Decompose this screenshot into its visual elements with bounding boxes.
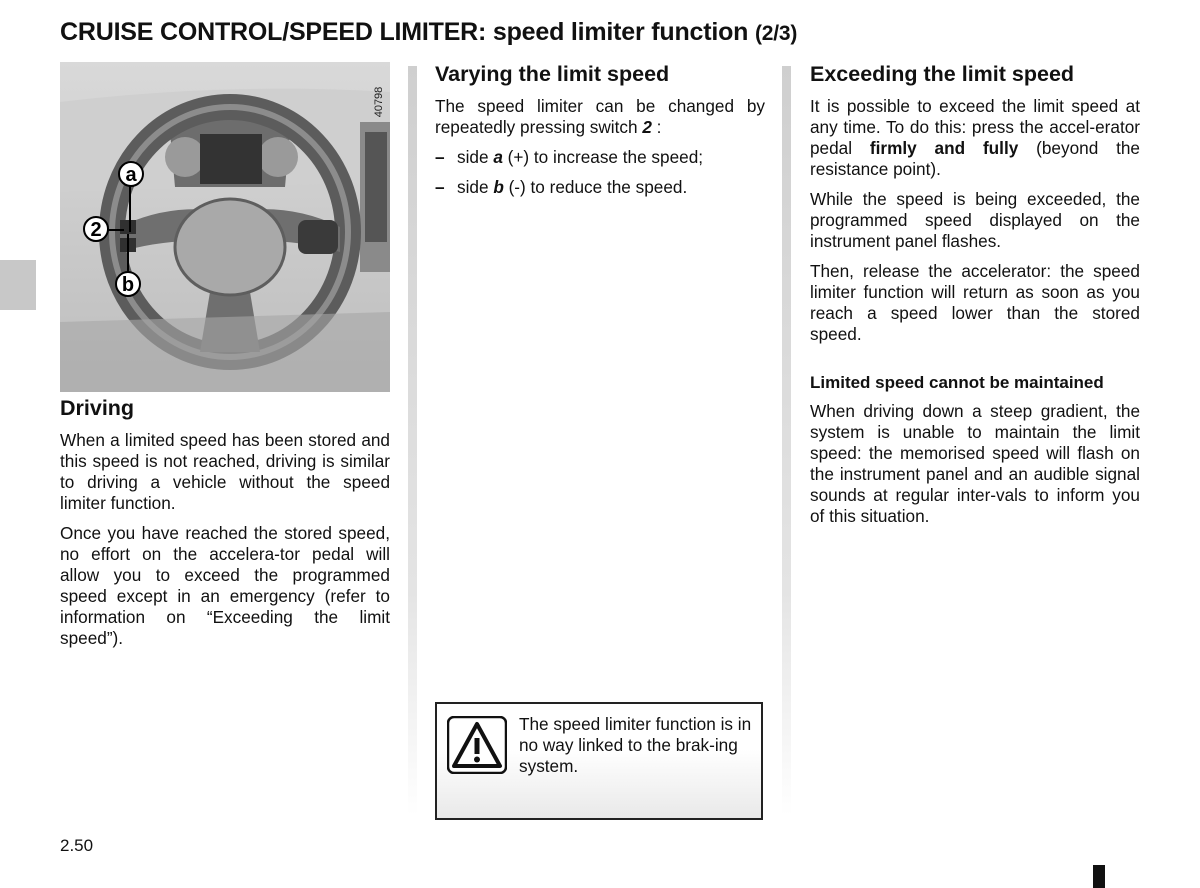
- page-part-indicator: (2/3): [755, 22, 798, 45]
- section-heading-exceeding: Exceeding the limit speed: [810, 62, 1075, 86]
- list-text-pre: side: [457, 146, 494, 167]
- column-divider-right: [782, 66, 791, 816]
- list-key: b: [493, 176, 504, 197]
- section-heading-varying: Varying the limit speed: [435, 62, 670, 86]
- page-corner-mark: [1093, 865, 1105, 888]
- page-number: 2.50: [60, 836, 94, 855]
- callout-a: a: [125, 164, 137, 186]
- steering-wheel-illustration: [60, 62, 390, 392]
- section-tab: [0, 260, 36, 310]
- exceeding-paragraph-2: While the speed is being exceeded, the programmed speed displayed on the instrument panel flashes.: [810, 188, 1140, 251]
- warning-box: [435, 702, 763, 820]
- right-column: [810, 62, 1140, 536]
- driving-paragraph-2: Once you have reached the stored speed, no effort on the accelera-tor pedal will allow you to exceed the programmed speed except in an emergency (refer to information on “Exceeding the limit speed”).: [60, 522, 390, 648]
- warning-text: The speed limiter function is in no way linked to the brak-ing system.: [519, 714, 752, 776]
- exceeding-p1-post: (beyond the resistance point).: [810, 137, 1140, 179]
- list-dash: –: [435, 176, 445, 197]
- list-item: [435, 177, 765, 198]
- warning-triangle-icon: [447, 716, 507, 774]
- page-title: [60, 18, 797, 47]
- callout-b: b: [121, 274, 135, 296]
- driving-paragraph-1: When a limited speed has been stored and this speed is not reached, driving is similar to driving a vehicle without the speed limiter function.: [60, 429, 390, 513]
- list-key: a: [493, 146, 503, 167]
- page-title-text: CRUISE CONTROL/SPEED LIMITER: speed limiter function: [60, 18, 749, 46]
- column-divider-left: [408, 66, 417, 816]
- list-text-post: (-) to reduce the speed.: [503, 176, 688, 197]
- list-text-pre: side: [457, 176, 494, 197]
- section-heading-driving: Driving: [60, 396, 135, 420]
- list-item: [435, 147, 765, 168]
- left-column: [60, 62, 390, 658]
- varying-intro-end: :: [651, 116, 662, 137]
- list-text-post: (+) to increase the speed;: [502, 146, 704, 167]
- exceeding-paragraph-3: Then, release the accelerator: the speed limiter function will return as soon as you reach a speed lower than the stored speed.: [810, 260, 1140, 344]
- varying-intro: [435, 96, 765, 138]
- exceeding-p1-pre: It is possible to exceed the limit speed at any time. To do this: press the accel-erator pedal: [810, 95, 1140, 158]
- list-dash: –: [435, 146, 445, 167]
- steering-wheel-image: [60, 62, 390, 392]
- varying-intro-text: The speed limiter can be changed by repeatedly pressing switch: [435, 95, 765, 137]
- middle-column: [435, 62, 765, 207]
- limited-speed-paragraph: When driving down a steep gradient, the system is unable to maintain the limit speed: the memorised speed will flash on the instrument panel and an audible signal sounds at regular inter-vals to inform you of this situation.: [810, 400, 1140, 526]
- exceeding-p1-bold: firmly and fully: [869, 137, 1019, 158]
- callout-2: 2: [90, 219, 102, 241]
- varying-list: [435, 147, 765, 198]
- exceeding-paragraph-1: [810, 96, 1140, 180]
- subheading-limited-speed: Limited speed cannot be maintained: [810, 372, 1104, 392]
- figure-reference: 40798: [373, 86, 385, 118]
- switch-reference: 2: [642, 116, 652, 137]
